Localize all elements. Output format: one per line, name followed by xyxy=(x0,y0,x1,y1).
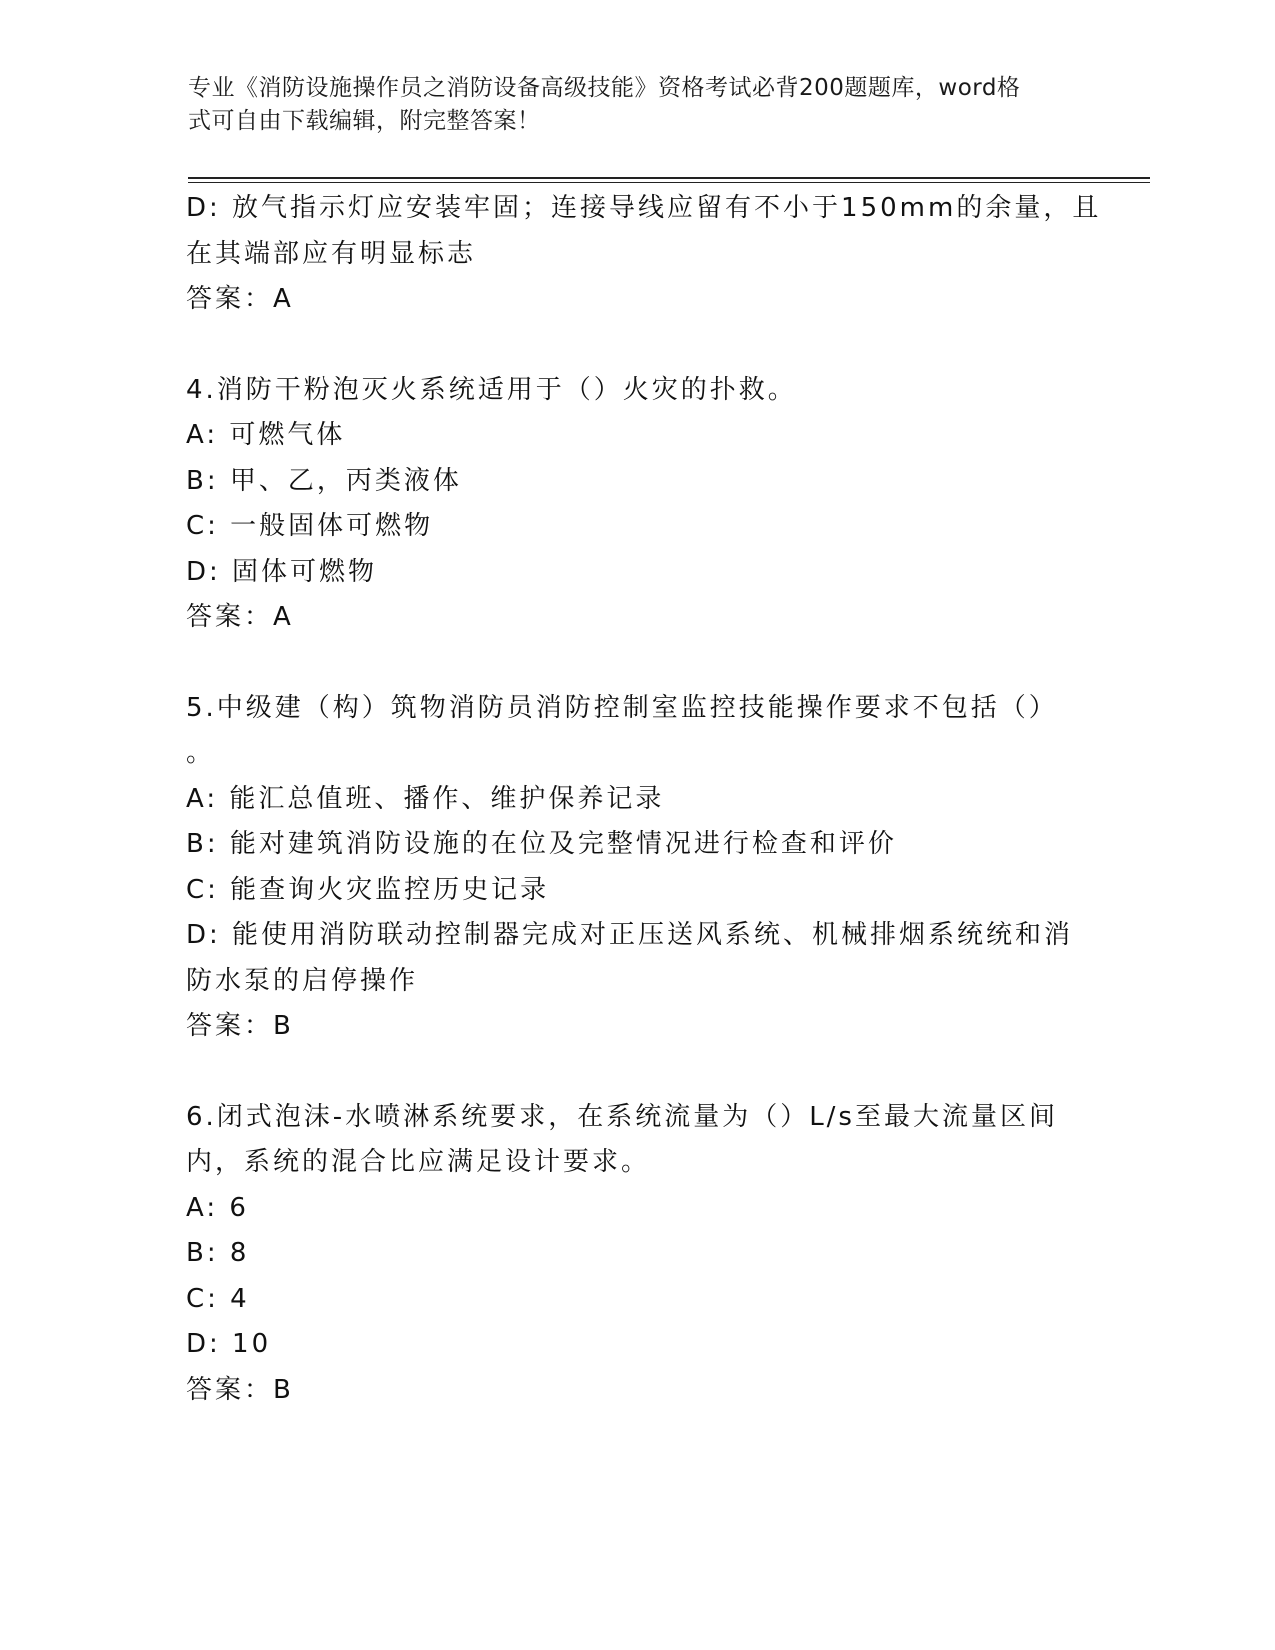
option-d-continued: 在其端部应有明显标志 xyxy=(186,238,477,269)
question-4 xyxy=(186,368,1086,641)
option-d: D: 放气指示灯应安装牢固；连接导线应留有不小于150mm的余量，且 xyxy=(186,193,1102,223)
answer: 答案：A xyxy=(186,284,294,314)
answer: 答案：B xyxy=(186,1374,294,1405)
question-content xyxy=(186,186,1102,1458)
option-c: C: 4 xyxy=(186,1283,250,1314)
answer: 答案：B xyxy=(186,1011,294,1041)
question-5 xyxy=(186,686,1086,1050)
option-d-continued: 防水泵的启停操作 xyxy=(186,965,419,996)
option-b: B: 8 xyxy=(186,1238,250,1268)
header-line-2: 式可自由下载编辑，附完整答案！ xyxy=(188,108,541,134)
option-d: D: 能使用消防联动控制器完成对正压送风系统、机械排烟系统统和消 xyxy=(186,920,1074,950)
option-c: C: 一般固体可燃物 xyxy=(186,511,434,541)
document-header xyxy=(188,72,1068,138)
question-stem: 5.中级建（构）筑物消防员消防控制室监控技能操作要求不包括（） xyxy=(186,692,1058,723)
option-a: A: 能汇总值班、播作、维护保养记录 xyxy=(186,783,665,814)
header-line-1: 专业《消防设施操作员之消防设备高级技能》资格考试必背200题题库，word格 xyxy=(188,75,1021,101)
option-d: D: 10 xyxy=(186,1329,272,1359)
option-b: B: 甲、乙，丙类液体 xyxy=(186,465,462,496)
question-stem-continued: 内，系统的混合比应满足设计要求。 xyxy=(186,1147,651,1177)
option-d: D: 固体可燃物 xyxy=(186,556,378,587)
option-a: A: 6 xyxy=(186,1192,249,1223)
header-divider xyxy=(188,177,1150,183)
option-b: B: 能对建筑消防设施的在位及完整情况进行检查和评价 xyxy=(186,829,897,859)
answer: 答案：A xyxy=(186,602,294,632)
question-stem: 6.闭式泡沫-水喷淋系统要求，在系统流量为（）L/s至最大流量区间 xyxy=(186,1101,1058,1132)
question-6 xyxy=(186,1095,1086,1414)
question-stem: 4.消防干粉泡灭火系统适用于（）火灾的扑救。 xyxy=(186,374,797,405)
option-c: C: 能查询火灾监控历史记录 xyxy=(186,874,550,905)
option-a: A: 可燃气体 xyxy=(186,420,346,450)
question-stem-continued: 。 xyxy=(186,738,216,768)
question-3-continued xyxy=(186,186,1102,323)
